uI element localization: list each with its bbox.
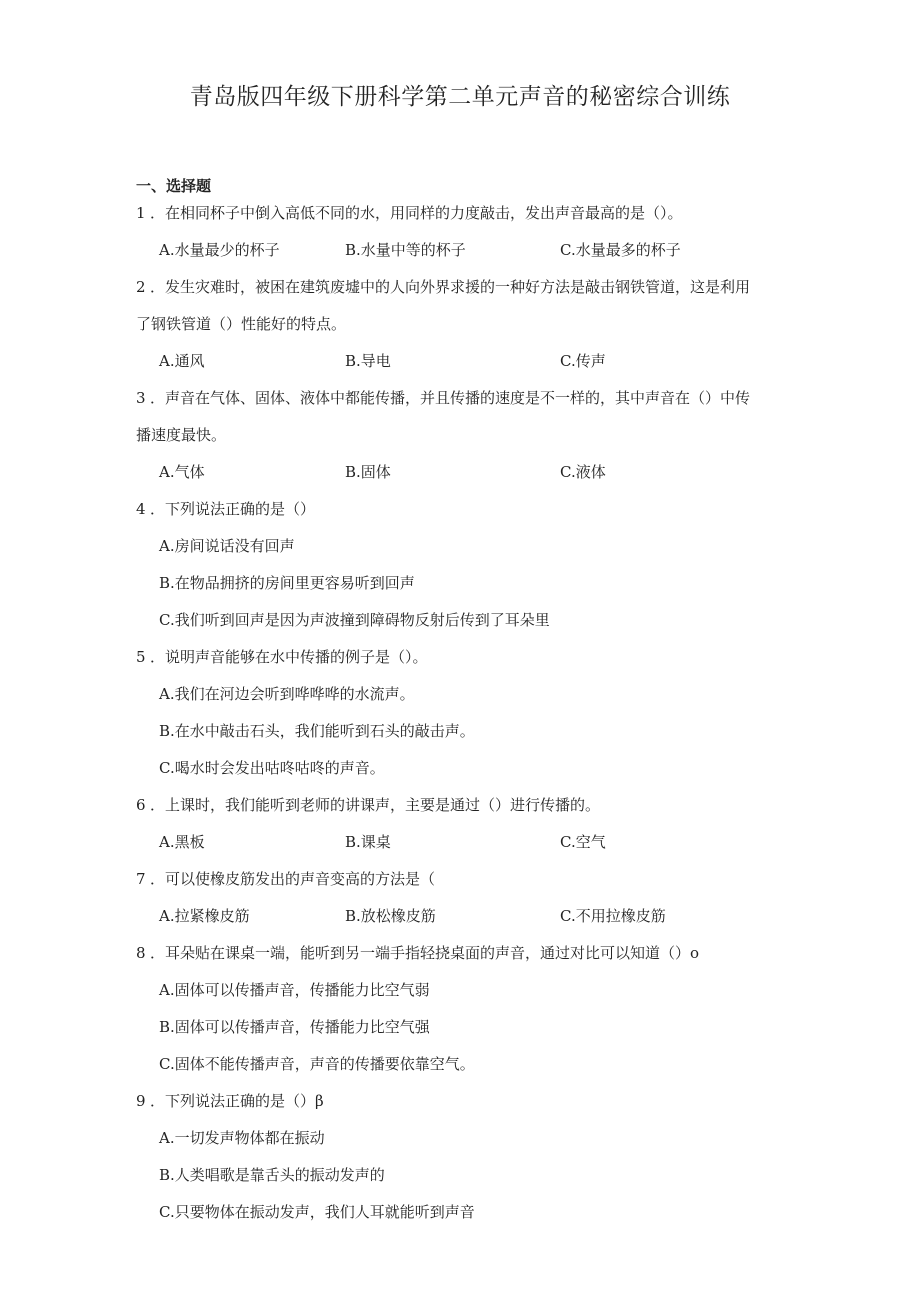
question-text: ．可以使橡皮筋发出的声音变高的方法是（ [150,870,436,888]
answer-option: A.我们在河边会听到哗哗哗的水流声。 [159,685,415,703]
answer-option: A.通风 [159,352,205,370]
answer-option: C.只要物体在振动发声，我们人耳就能听到声音 [159,1203,475,1221]
answer-option: B.放松橡皮筋 [345,907,436,925]
question-text: ．在相同杯子中倒入高低不同的水，用同样的力度敲击，发出声音最高的是（）。 [150,204,683,222]
answer-option: A.房间说话没有回声 [159,537,295,555]
answer-option: B.课桌 [345,833,391,851]
answer-option: B.在水中敲击石头，我们能听到石头的敲击声。 [159,722,475,740]
question-text: ．声音在气体、固体、液体中都能传播，并且传播的速度是不一样的，其中声音在（）中传 [150,389,751,407]
question-number: 2 [136,278,146,296]
answer-option: C.空气 [560,833,606,851]
answer-option: B.固体 [345,463,391,481]
question-number: 3 [136,389,146,407]
answer-option: A.固体可以传播声音，传播能力比空气弱 [159,981,430,999]
answer-option: A.黑板 [159,833,205,851]
answer-option: C.不用拉橡皮筋 [560,907,666,925]
answer-option: B.固体可以传播声音，传播能力比空气强 [159,1018,430,1036]
question-number: 5 [136,648,146,666]
question-number: 6 [136,796,146,814]
answer-option: C.传声 [560,352,606,370]
answer-option: A.拉紧橡皮筋 [159,907,250,925]
question-number: 1 [136,204,146,222]
answer-option: C.我们听到回声是因为声波撞到障碍物反射后传到了耳朵里 [159,611,550,629]
question-text-continued: 了钢铁管道（）性能好的特点。 [136,315,347,333]
answer-option: C.水量最多的杯子 [560,241,681,259]
question-text: ．下列说法正确的是（）β [150,1092,324,1110]
answer-option: B.在物品拥挤的房间里更容易听到回声 [159,574,415,592]
section-heading: 一、选择题 [136,177,212,195]
document-title: 青岛版四年级下册科学第二单元声音的秘密综合训练 [189,84,731,110]
answer-option: C.喝水时会发出咕咚咕咚的声音。 [159,759,385,777]
question-number: 7 [136,870,146,888]
answer-option: C.固体不能传播声音，声音的传播要依靠空气。 [159,1055,475,1073]
answer-option: C.液体 [560,463,606,481]
question-text: ．上课时，我们能听到老师的讲课声，主要是通过（）进行传播的。 [150,796,601,814]
question-text: ．下列说法正确的是（） [150,500,316,518]
question-number: 4 [136,500,146,518]
question-number: 9 [136,1092,146,1110]
question-text-continued: 播速度最快。 [136,426,227,444]
answer-option: B.导电 [345,352,391,370]
question-text: ．发生灾难时，被困在建筑废墟中的人向外界求援的一种好方法是敲击钢铁管道，这是利用 [150,278,751,296]
question-text: ．耳朵贴在课桌一端，能听到另一端手指轻挠桌面的声音，通过对比可以知道（）o [150,944,700,962]
question-text: ．说明声音能够在水中传播的例子是（）。 [150,648,428,666]
answer-option: B.水量中等的杯子 [345,241,466,259]
question-number: 8 [136,944,146,962]
answer-option: A.水量最少的杯子 [159,241,280,259]
answer-option: A.一切发声物体都在振动 [159,1129,325,1147]
answer-option: B.人类唱歌是靠舌头的振动发声的 [159,1166,385,1184]
answer-option: A.气体 [159,463,205,481]
